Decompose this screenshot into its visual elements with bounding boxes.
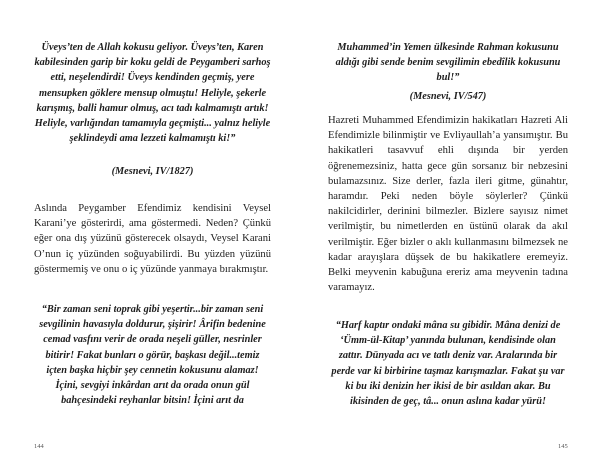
closing-quote: “Harf kaptır ondaki mâna su gibidir. Mâna denizi de ‘Ümm-ül-Kitap’ yanında bulunan, kendisinde olan zattır. Dünyada acı ve tatlı deniz var. Aralarında bir perde var ki birbirine taşmaz karışmazlar. Fakat şu var ki bu iki denizin her ikisi de bir asıldan akar. Bu ikisinden de geç, tâ... onun aslına kadar yürü! bbox=[331, 320, 565, 408]
page-number: 145 bbox=[558, 443, 568, 450]
opening-quote: Muhammed’in Yemen ülkesinde Rahman kokusunu aldığı gibi sende benim sevgilimin ebedîlik kokusunu bul!” bbox=[335, 42, 561, 84]
opening-quote: Üveys’ten de Allah kokusu geliyor. Üveys’ten, Karen kabilesinden garip bir koku geldi de Peygamberi sarhoş etti, neşelendirdi! Üveys kendinden geçmiş, yere mensupken göklere mensup olmuştu! Heliyle, şekerle karışmış, balli hamur olmuş, acı tadı kalmamıştı artık! Heliyle, varlığından tamamıyla geçmişti... yalnız heliyle şeklindeydi ama lezzeti kalmamıştı ki!” bbox=[34, 42, 271, 145]
citation: (Mesnevi, IV/1827) bbox=[111, 166, 194, 177]
citation: (Mesnevi, IV/547) bbox=[409, 91, 487, 102]
body-paragraph: Hazreti Muhammed Efendimizin hakikatları Hazreti Ali Efendimizle bilinmiştir ve Evliyaullah’a yansımıştır. Bu hakikatleri tasavvuf ehli dışında bir yerden öğrenemezsiniz, hatta gece gün sorsanız bir nebzesini bulamazsınız. Size derler, fazla ileri gitme, günahtır, haramdır. Peki neden böyle söylerler? Çünkü nakilcidirler, derinini bilmezler. Bizlere sayısız nimet verilmiştir, bu nimetlerden en üstünü olarak da akıl verilmiştir. Eğer bizler o aklı kullanmasını bilmezsek ne kadar arayışlara düşsek de bu hakikatlere eremeyiz. Belki meyvenin kabuğuna ereriz ama meyvenin tadına varamayız. bbox=[328, 115, 568, 294]
closing-quote: “Bir zaman seni toprak gibi yeşertir...bir zaman seni sevgilinin havasıyla doldurur, şişirir! Ârifin bedenine cemad vasfını verir de orada neşeli güller, nesrinler bitirir! Fakat bunları o görür, başkası değil...temiz içten başka hiçbir şey cennetin kokusunu alamaz! İçini, sevgiyi inkârdan arıt da orada onun gül bahçesindeki reyhanlar bitsin! İçini arıt da bbox=[39, 304, 266, 407]
body-paragraph: Aslında Peygamber Efendimiz kendisini Veysel Karani’ye gösterirdi, ama göstermedi. Neden? Çünkü eğer ona dış yüzünü gösterecek olsaydı, Veysel Karani O’nun iç yüzünden soğuyabilirdi. Bu yüzden yüzünü göstermemiş ve onu o iç yüzünde yanmaya bırakmıştır. bbox=[34, 203, 271, 275]
right-page bbox=[300, 0, 600, 463]
page-number: 144 bbox=[34, 443, 44, 450]
